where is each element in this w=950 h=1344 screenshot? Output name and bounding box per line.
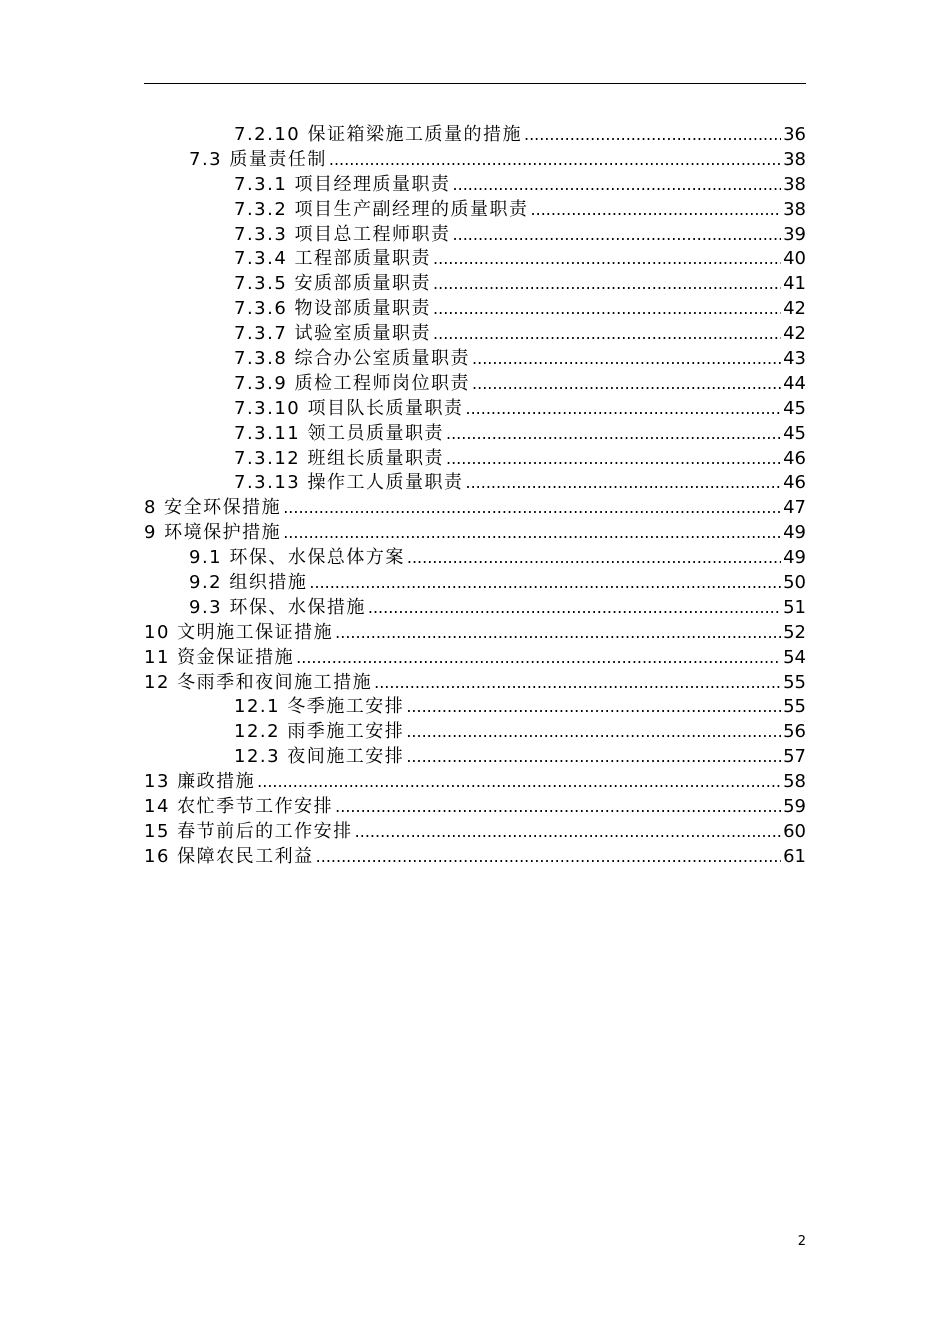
- toc-entry-page: 40: [783, 248, 806, 270]
- toc-entry[interactable]: [144, 845, 806, 870]
- toc-dot-leader: [446, 422, 781, 447]
- toc-entry-title: 15 春节前后的工作安排: [144, 820, 353, 842]
- toc-entry[interactable]: [144, 695, 806, 720]
- toc-dot-leader: [453, 223, 782, 248]
- toc-dot-leader: [374, 671, 781, 696]
- toc-entry-title: 9.1 环保、水保总体方案: [189, 547, 405, 569]
- toc-entry[interactable]: [144, 521, 806, 546]
- toc-entry-title: 12.1 冬季施工安排: [234, 696, 405, 718]
- toc-dot-leader: [453, 173, 782, 198]
- toc-entry-page: 44: [783, 372, 806, 394]
- toc-entry-title: 7.3.2 项目生产副经理的质量职责: [234, 198, 529, 220]
- toc-entry[interactable]: [144, 646, 806, 671]
- toc-dot-leader: [406, 695, 781, 720]
- toc-entry[interactable]: [144, 795, 806, 820]
- toc-dot-leader: [433, 322, 781, 347]
- toc-dot-leader: [446, 447, 781, 472]
- toc-dot-leader: [316, 845, 781, 870]
- toc-entry-page: 38: [783, 198, 806, 220]
- toc-entry-title: 7.3.4 工程部质量职责: [234, 248, 432, 270]
- toc-entry[interactable]: [144, 596, 806, 621]
- toc-entry-page: 42: [783, 298, 806, 320]
- toc-entry-page: 49: [783, 547, 806, 569]
- toc-entry-title: 7.3.9 质检工程师岗位职责: [234, 372, 471, 394]
- toc-entry[interactable]: [144, 546, 806, 571]
- toc-entry-page: 56: [783, 721, 806, 743]
- toc-entry[interactable]: [144, 123, 806, 148]
- toc-entry-title: 7.3.1 项目经理质量职责: [234, 173, 451, 195]
- toc-entry-page: 58: [783, 771, 806, 793]
- toc-entry-title: 12.2 雨季施工安排: [234, 721, 405, 743]
- toc-dot-leader: [433, 247, 781, 272]
- toc-entry-title: 10 文明施工保证措施: [144, 621, 334, 643]
- toc-entry[interactable]: [144, 471, 806, 496]
- toc-dot-leader: [433, 272, 781, 297]
- toc-entry[interactable]: [144, 447, 806, 472]
- toc-dot-leader: [406, 720, 781, 745]
- toc-dot-leader: [433, 297, 781, 322]
- toc-entry-title: 11 资金保证措施: [144, 646, 295, 668]
- toc-dot-leader: [257, 770, 781, 795]
- toc-entry-page: 45: [783, 397, 806, 419]
- toc-entry-page: 50: [783, 572, 806, 594]
- toc-dot-leader: [335, 621, 781, 646]
- toc-entry[interactable]: [144, 372, 806, 397]
- toc-entry[interactable]: [144, 820, 806, 845]
- toc-entry[interactable]: [144, 745, 806, 770]
- toc-entry-page: 47: [783, 497, 806, 519]
- toc-dot-leader: [531, 198, 782, 223]
- toc-entry-title: 7.3.11 领工员质量职责: [234, 422, 444, 444]
- toc-dot-leader: [355, 820, 781, 845]
- toc-entry-title: 7.2.10 保证箱梁施工质量的措施: [234, 124, 522, 145]
- toc-entry-page: 41: [783, 273, 806, 295]
- toc-entry-title: 7.3.5 安质部质量职责: [234, 273, 432, 295]
- toc-dot-leader: [309, 571, 781, 596]
- toc-entry-page: 57: [783, 746, 806, 768]
- toc-dot-leader: [524, 123, 781, 148]
- toc-entry-title: 16 保障农民工利益: [144, 845, 314, 867]
- toc-dot-leader: [465, 471, 781, 496]
- toc-entry-page: 38: [783, 173, 806, 195]
- toc-entry-title: 7.3.13 操作工人质量职责: [234, 472, 464, 494]
- toc-entry[interactable]: [144, 671, 806, 696]
- toc-entry[interactable]: [144, 297, 806, 322]
- toc-entry-page: 38: [783, 148, 806, 170]
- toc-entry[interactable]: [144, 571, 806, 596]
- toc-entry-page: 55: [783, 671, 806, 693]
- toc-entry-page: 54: [783, 646, 806, 668]
- toc-entry-page: 60: [783, 820, 806, 842]
- toc-entry-page: 36: [783, 124, 806, 145]
- table-of-contents: [144, 123, 806, 870]
- toc-dot-leader: [472, 372, 781, 397]
- toc-entry-title: 14 农忙季节工作安排: [144, 796, 334, 818]
- toc-entry[interactable]: [144, 347, 806, 372]
- toc-entry[interactable]: [144, 720, 806, 745]
- toc-entry-title: 13 廉政措施: [144, 771, 256, 793]
- toc-entry-title: 7.3.7 试验室质量职责: [234, 323, 432, 345]
- toc-entry-page: 42: [783, 323, 806, 345]
- toc-entry-title: 9 环境保护措施: [144, 522, 282, 544]
- toc-entry-page: 45: [783, 422, 806, 444]
- toc-entry[interactable]: [144, 496, 806, 521]
- toc-entry-title: 7.3.10 项目队长质量职责: [234, 397, 464, 419]
- toc-dot-leader: [283, 521, 781, 546]
- toc-dot-leader: [283, 496, 781, 521]
- toc-dot-leader: [296, 646, 781, 671]
- toc-entry[interactable]: [144, 621, 806, 646]
- page-number: 2: [797, 1234, 806, 1249]
- toc-entry-title: 9.2 组织措施: [189, 572, 308, 594]
- toc-dot-leader: [368, 596, 781, 621]
- toc-entry-page: 51: [783, 596, 806, 618]
- toc-entry-page: 52: [783, 621, 806, 643]
- toc-entry-page: 46: [783, 447, 806, 469]
- toc-entry[interactable]: [144, 422, 806, 447]
- toc-entry-title: 7.3.8 综合办公室质量职责: [234, 348, 471, 370]
- toc-entry[interactable]: [144, 770, 806, 795]
- toc-entry-page: 39: [783, 223, 806, 245]
- toc-entry[interactable]: [144, 198, 806, 223]
- toc-entry-title: 7.3 质量责任制: [189, 148, 327, 170]
- toc-entry[interactable]: [144, 272, 806, 297]
- toc-entry-page: 46: [783, 472, 806, 494]
- toc-entry-page: 43: [783, 348, 806, 370]
- toc-entry-title: 7.3.6 物设部质量职责: [234, 298, 432, 320]
- toc-dot-leader: [472, 347, 781, 372]
- toc-dot-leader: [407, 546, 781, 571]
- toc-dot-leader: [335, 795, 781, 820]
- toc-entry-title: 7.3.3 项目总工程师职责: [234, 223, 451, 245]
- toc-entry-title: 8 安全环保措施: [144, 497, 282, 519]
- toc-entry-title: 7.3.12 班组长质量职责: [234, 447, 444, 469]
- toc-entry[interactable]: [144, 247, 806, 272]
- toc-entry-page: 59: [783, 796, 806, 818]
- toc-entry[interactable]: [144, 322, 806, 347]
- toc-entry[interactable]: [144, 173, 806, 198]
- toc-entry-page: 49: [783, 522, 806, 544]
- toc-entry-title: 12.3 夜间施工安排: [234, 746, 405, 768]
- toc-dot-leader: [406, 745, 781, 770]
- toc-entry-title: 9.3 环保、水保措施: [189, 596, 366, 618]
- toc-entry-page: 61: [783, 845, 806, 867]
- toc-entry[interactable]: [144, 223, 806, 248]
- toc-dot-leader: [329, 148, 781, 173]
- header-rule: [144, 83, 806, 84]
- toc-entry-title: 12 冬雨季和夜间施工措施: [144, 671, 373, 693]
- toc-dot-leader: [465, 397, 781, 422]
- toc-entry[interactable]: [144, 148, 806, 173]
- toc-entry-page: 55: [783, 696, 806, 718]
- toc-entry[interactable]: [144, 397, 806, 422]
